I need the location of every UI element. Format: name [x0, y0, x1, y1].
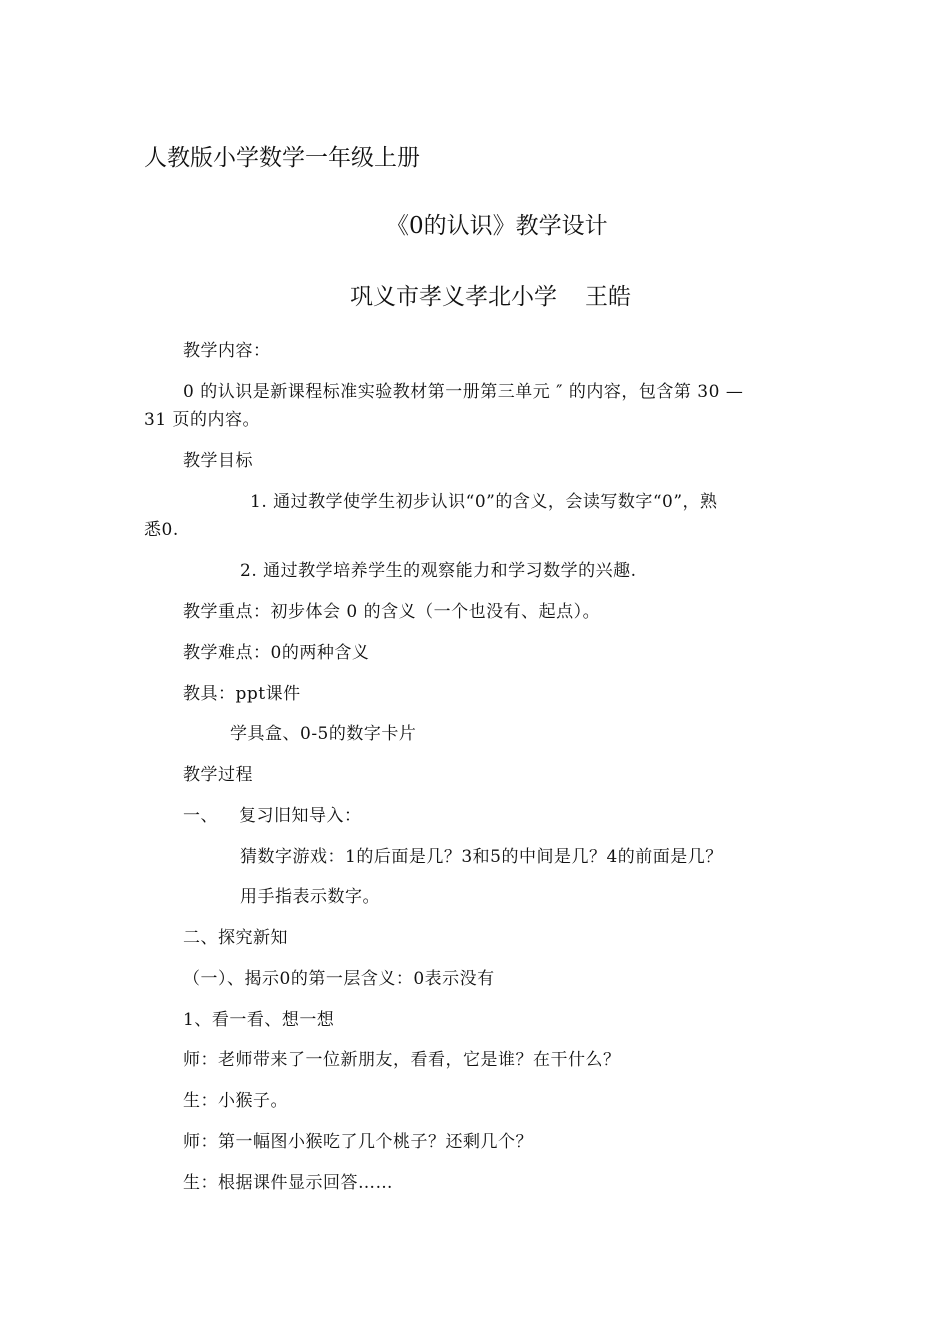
content-heading: 教学内容：	[183, 341, 271, 361]
goal-1-line1: 1. 通过教学使学生初步认识“0”的含义，会读写数字“0”，熟	[250, 492, 718, 512]
document-title-grade: 人教版小学数学一年级上册	[144, 145, 420, 171]
section-2-heading: 二、探究新知	[183, 928, 288, 948]
author-name: 王皓	[585, 284, 631, 310]
goal-2: 2. 通过教学培养学生的观察能力和学习数学的兴趣.	[240, 561, 637, 581]
teaching-tools: 教具：ppt课件	[183, 684, 301, 704]
dialog-line-2: 生：小猴子。	[183, 1091, 288, 1111]
difficulty: 教学难点：0的两种含义	[183, 643, 370, 663]
section-1-title: 复习旧知导入：	[239, 806, 362, 826]
section-1-number: 一、	[183, 806, 218, 826]
content-text-line2: 31 页的内容。	[144, 410, 261, 430]
goal-1-line2: 悉0.	[144, 520, 179, 540]
section-1-item-1: 猜数字游戏：1的后面是几？3和5的中间是几？4的前面是几？	[240, 847, 723, 867]
content-text-line1: 0 的认识是新课程标准实验教材第一册第三单元 ″ 的内容，包含第 30 —	[183, 382, 744, 402]
step-1: 1、看一看、想一想	[183, 1010, 335, 1030]
dialog-line-1: 师：老师带来了一位新朋友，看看，它是谁？在干什么？	[183, 1050, 621, 1070]
document-title-lesson: 《0的认识》教学设计	[386, 213, 608, 239]
dialog-line-3: 师：第一幅图小猴吃了几个桃子？还剩几个？	[183, 1132, 533, 1152]
key-point: 教学重点：初步体会 0 的含义（一个也没有、起点）。	[183, 602, 601, 622]
section-1-heading	[183, 805, 362, 827]
school-name: 巩义市孝义孝北小学	[350, 284, 557, 310]
process-heading: 教学过程	[183, 765, 253, 785]
goal-heading: 教学目标	[183, 451, 253, 471]
section-1-item-2: 用手指表示数字。	[240, 887, 380, 907]
author-line	[350, 282, 631, 312]
subsection-1-heading: （一）、揭示0的第一层含义：0表示没有	[183, 969, 495, 989]
dialog-line-4: 生：根据课件显示回答……	[183, 1173, 393, 1193]
learning-tools: 学具盒、0-5的数字卡片	[230, 724, 417, 744]
